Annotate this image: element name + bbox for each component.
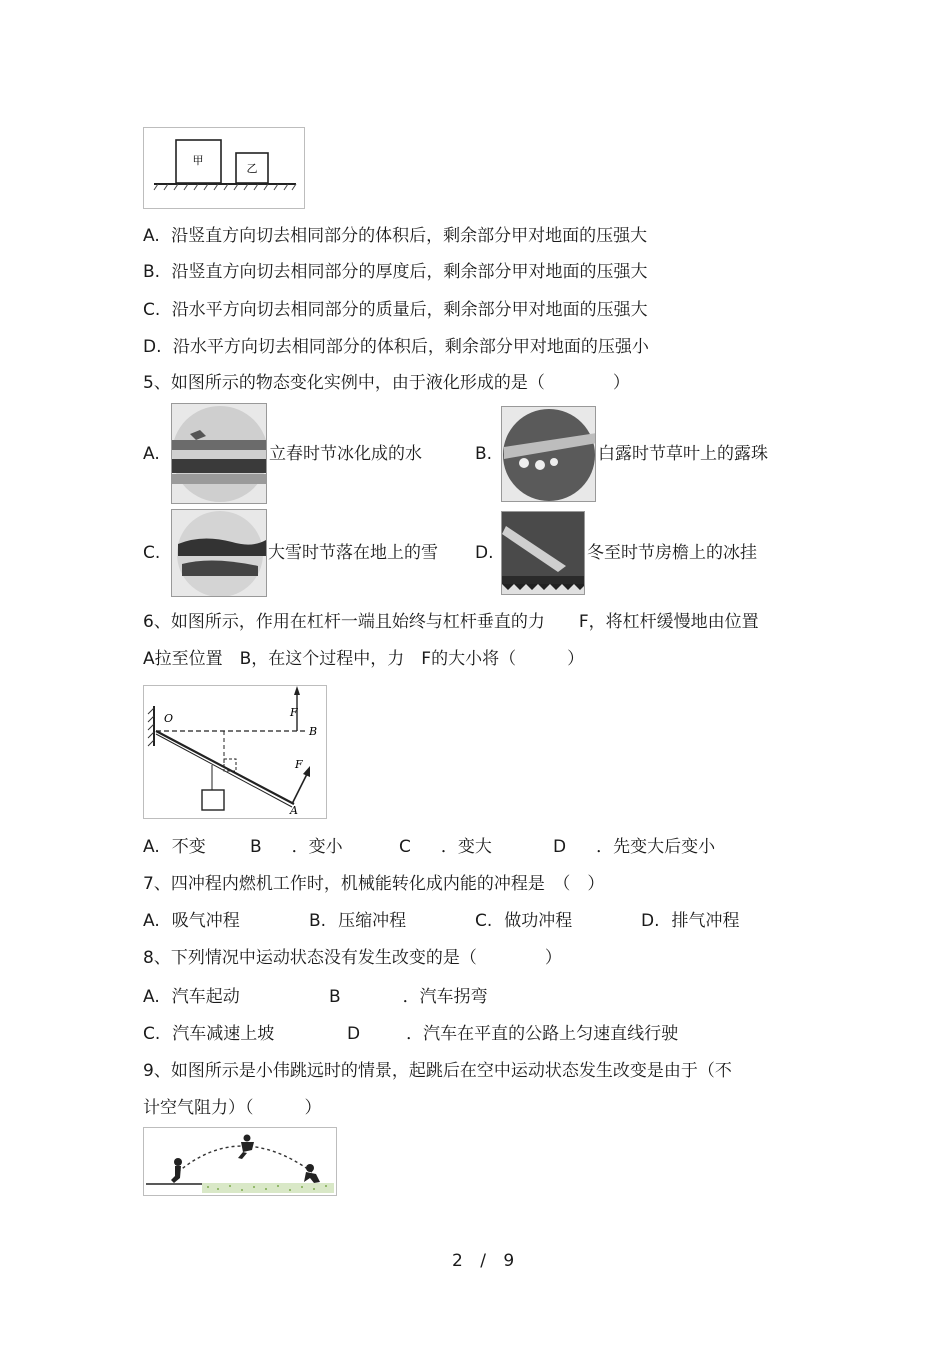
label-a: A bbox=[290, 804, 298, 817]
q5-photo-c bbox=[171, 509, 267, 597]
q6-option-b: B ．变小 bbox=[250, 837, 343, 857]
label-o: O bbox=[164, 712, 174, 725]
q5-option-c-letter: C. bbox=[143, 543, 161, 563]
q7-option-a: A. 吸气冲程 bbox=[143, 911, 240, 931]
q8-option-a: A. 汽车起动 bbox=[143, 987, 240, 1007]
q6-option-a: A. 不变 bbox=[143, 837, 206, 857]
q6-lever-figure bbox=[143, 685, 327, 819]
q4-option-a: A. 沿竖直方向切去相同部分的体积后，剩余部分甲对地面的压强大 bbox=[143, 226, 648, 246]
label-f-bottom: F bbox=[295, 758, 303, 771]
q4-option-b: B. 沿竖直方向切去相同部分的厚度后，剩余部分甲对地面的压强大 bbox=[143, 262, 648, 282]
q4-figure bbox=[143, 127, 305, 209]
q4-option-d: D. 沿水平方向切去相同部分的体积后，剩余部分甲对地面的压强小 bbox=[143, 337, 649, 357]
q8-option-b: B ．汽车拐弯 bbox=[329, 987, 488, 1007]
q5-option-b-letter: B. bbox=[475, 444, 493, 464]
lever-diagram bbox=[144, 686, 326, 818]
q7-option-d: D. 排气冲程 bbox=[641, 911, 740, 931]
q6-stem-line1: 6、如图所示，作用在杠杆一端且始终与杠杆垂直的力 F，将杠杆缓慢地由位置 bbox=[143, 612, 759, 632]
q8-option-c: C. 汽车减速上坡 bbox=[143, 1024, 275, 1044]
jumper-mid bbox=[238, 1135, 254, 1160]
jumper-land bbox=[304, 1164, 320, 1183]
label-f-top: F bbox=[290, 706, 298, 719]
label-b: B bbox=[309, 725, 318, 738]
q6-option-d: D ．先变大后变小 bbox=[553, 837, 716, 857]
q5-photo-d bbox=[501, 511, 585, 595]
q5-photo-a bbox=[171, 403, 267, 504]
jumper-start bbox=[171, 1158, 182, 1183]
q5-option-d-text: 冬至时节房檐上的冰挂 bbox=[587, 543, 757, 563]
blocks-diagram bbox=[144, 128, 304, 208]
q5-option-a-text: 立春时节冰化成的水 bbox=[269, 444, 422, 464]
q5-option-d-letter: D. bbox=[475, 543, 494, 563]
q6-option-c: C ．变大 bbox=[399, 837, 492, 857]
q5-stem: 5、如图所示的物态变化实例中，由于液化形成的是（ ） bbox=[143, 373, 630, 393]
q5-photo-b bbox=[501, 406, 596, 502]
q7-stem: 7、四冲程内燃机工作时，机械能转化成内能的冲程是 （ ） bbox=[143, 874, 605, 894]
long-jump-diagram bbox=[144, 1128, 336, 1195]
q5-option-b-text: 白露时节草叶上的露珠 bbox=[598, 444, 768, 464]
label-yi: 乙 bbox=[246, 162, 258, 175]
page-number: 2 / 9 bbox=[452, 1251, 521, 1271]
q6-stem-line2: A拉至位置 B，在这个过程中，力 F的大小将（ ） bbox=[143, 649, 585, 669]
q8-option-d: D ．汽车在平直的公路上匀速直线行驶 bbox=[347, 1024, 679, 1044]
q9-long-jump-figure bbox=[143, 1127, 337, 1196]
q5-option-c-text: 大雪时节落在地上的雪 bbox=[268, 543, 438, 563]
q4-option-c: C. 沿水平方向切去相同部分的质量后，剩余部分甲对地面的压强大 bbox=[143, 300, 648, 320]
q7-option-c: C. 做功冲程 bbox=[475, 911, 573, 931]
q9-stem-line2: 计空气阻力）（ ） bbox=[143, 1098, 322, 1118]
label-jia: 甲 bbox=[192, 154, 204, 167]
q9-stem-line1: 9、如图所示是小伟跳远时的情景，起跳后在空中运动状态发生改变是由于（不 bbox=[143, 1061, 732, 1081]
q7-option-b: B. 压缩冲程 bbox=[309, 911, 407, 931]
q8-stem: 8、下列情况中运动状态没有发生改变的是（ ） bbox=[143, 948, 562, 968]
q5-option-a-letter: A. bbox=[143, 444, 160, 464]
